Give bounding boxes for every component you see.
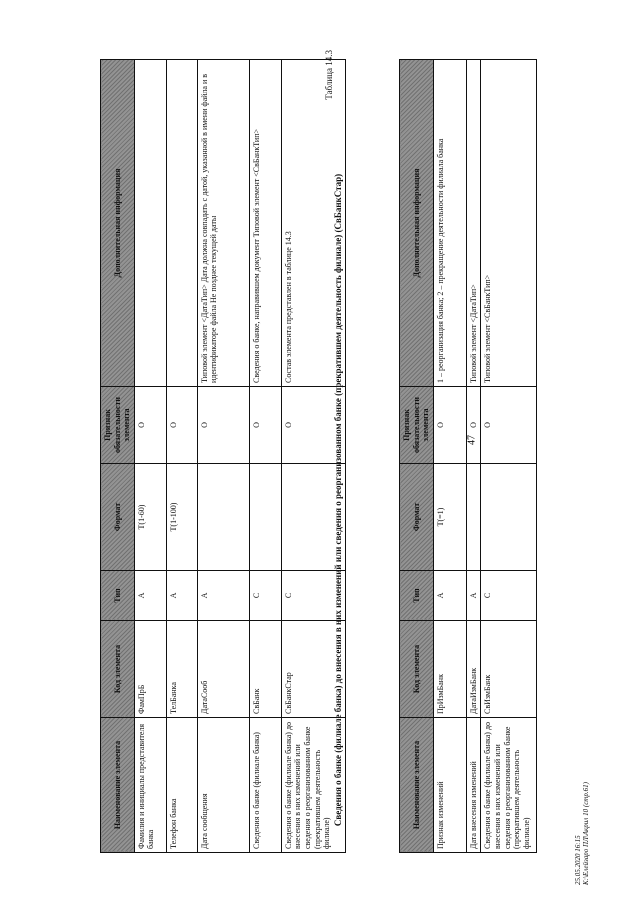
cell-info: Типовой элемент <ДатаТип> (466, 60, 481, 387)
header-type: Тип (101, 571, 135, 621)
cell-format (249, 464, 281, 571)
table-title: Сведения о банке (филиале банка) до внесения в них изменений или сведения о реорганизованном банке (прекратившем деятельность филиале) (СвБанкСтар) (333, 173, 343, 827)
cell-format (466, 464, 481, 571)
cell-name: Телефон банка (166, 718, 197, 853)
header-format: Формат (101, 464, 135, 571)
table-row (134, 60, 166, 853)
table-bank-old-info (399, 60, 537, 853)
header-format: Формат (400, 464, 434, 571)
cell-type: С (281, 571, 345, 621)
cell-type: А (433, 571, 466, 621)
cell-format: Т(1-60) (134, 464, 166, 571)
header-code: Код элемента (400, 621, 434, 718)
cell-required: О (281, 387, 345, 464)
cell-type: А (134, 571, 166, 621)
cell-code: ТелБанка (166, 621, 197, 718)
table-row (466, 60, 481, 853)
table-row (249, 60, 281, 853)
table-row (481, 60, 537, 853)
cell-info (166, 60, 197, 387)
cell-name: Признак изменений (433, 718, 466, 853)
table-row (197, 60, 249, 853)
cell-code: ДатаСооб (197, 621, 249, 718)
cell-code: ФамПрБ (134, 621, 166, 718)
cell-name: Сведения о банке (филиале банка) (249, 718, 281, 853)
footer-path: К:\Елейзаро ПЛ\Акрил 10 (стр.61) (582, 782, 591, 885)
header-name: Наименование элемента (400, 718, 434, 853)
cell-type: А (466, 571, 481, 621)
header-info: Дополнительная информация (400, 60, 434, 387)
cell-name: Дата внесения изменений (466, 718, 481, 853)
cell-code: СвИзмБанк (481, 621, 537, 718)
cell-required: О (481, 387, 537, 464)
cell-required: О (466, 387, 481, 464)
header-info: Дополнительная информация (101, 60, 135, 387)
cell-info (134, 60, 166, 387)
cell-info: Сведения о банке, направившем документ Типовой элемент <СвБанкТип> (249, 60, 281, 387)
cell-required: О (197, 387, 249, 464)
cell-code: СвБанк (249, 621, 281, 718)
cell-name: Сведения о банке (филиале банка) до внесения в них изменений или сведения о реорганизованном банке (прекратившем деятельность филиале) (481, 718, 537, 853)
table-element-composition (100, 60, 346, 853)
cell-info: Состав элемента представлен в таблице 14.3 (281, 60, 345, 387)
cell-required: О (249, 387, 281, 464)
table-header-row (101, 60, 135, 853)
cell-name: Сведения о банке (филиале банка) до внесения в них изменений или сведения о реорганизованном банке (прекратившем деятельность филиале) (281, 718, 345, 853)
cell-code: ПрИзмБанк (433, 621, 466, 718)
header-required: Признак обязательности элемента (400, 387, 434, 464)
header-code: Код элемента (101, 621, 135, 718)
table-header-row (400, 60, 434, 853)
cell-required: О (134, 387, 166, 464)
cell-type: А (197, 571, 249, 621)
cell-info: Типовой элемент <ДатаТип> Дата должна совпадать с датой, указанной в имени файла и в идентификаторе файла Не позднее текущей даты (197, 60, 249, 387)
cell-info: Типовой элемент <СвБанкТип> (481, 60, 537, 387)
cell-required: О (166, 387, 197, 464)
cell-code: ДатаИзмБанк (466, 621, 481, 718)
cell-info: 1 – реорганизация банка; 2 – прекращение деятельности филиала банка (433, 60, 466, 387)
cell-code: СвБанкСтар (281, 621, 345, 718)
page-number: 47 (466, 435, 478, 445)
cell-format: Т(1-100) (166, 464, 197, 571)
cell-name: Фамилия и инициалы представителя банка (134, 718, 166, 853)
footer-timestamp: 25.05.2020 16:15 (574, 835, 582, 885)
cell-type: С (481, 571, 537, 621)
header-type: Тип (400, 571, 434, 621)
table-row (166, 60, 197, 853)
cell-type: С (249, 571, 281, 621)
cell-required: О (433, 387, 466, 464)
cell-name: Дата сообщения (197, 718, 249, 853)
document-footer (574, 685, 591, 885)
table-row (433, 60, 466, 853)
header-required: Признак обязательности элемента (101, 387, 135, 464)
cell-format (197, 464, 249, 571)
table-label: Таблица 14.3 (324, 50, 334, 100)
cell-type: А (166, 571, 197, 621)
cell-format: Т(=1) (433, 464, 466, 571)
cell-format (481, 464, 537, 571)
header-name: Наименование элемента (101, 718, 135, 853)
